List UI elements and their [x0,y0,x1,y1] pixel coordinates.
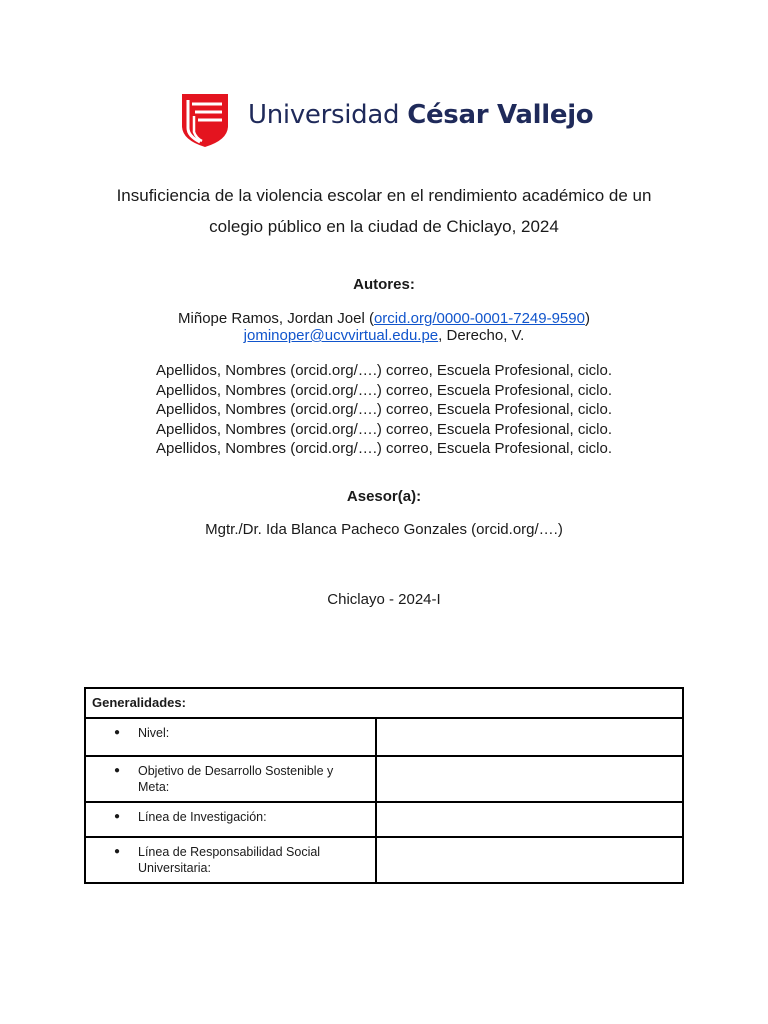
main-author-line [0,310,768,327]
table-row [85,718,683,756]
generalities-label-cell [85,802,376,837]
generalities-label-cell [85,756,376,802]
generalities-value-cell[interactable] [376,802,683,837]
bullet-icon: ● [114,811,121,822]
bullet-icon: ● [114,765,121,776]
generalities-label-cell [85,837,376,883]
university-wordmark [248,100,593,130]
generalities-label-cell [85,718,376,756]
main-author-email-link[interactable]: jominoper@ucvvirtual.edu.pe [243,327,439,344]
title-line-2: colegio público en la ciudad de Chiclayo, 2024 [209,217,559,236]
generalities-value-cell[interactable] [376,718,683,756]
place-date: Chiclayo - 2024-I [327,591,441,608]
generalities-label: Línea de Investigación: [138,810,267,824]
author-placeholder: Apellidos, Nombres (orcid.org/….) correo, Escuela Profesional, ciclo. [155,362,612,379]
table-row [85,756,683,802]
main-author-close: ) [584,310,590,327]
university-logo [180,92,593,148]
generalities-label: Nivel: [138,726,170,740]
authors-heading: Autores: [353,276,415,293]
main-author-name: Miñope Ramos, Jordan Joel ( [178,310,374,327]
wordmark-light: Universidad [248,100,408,130]
generalities-value-cell[interactable] [376,756,683,802]
table-row [85,837,683,883]
generalities-label: Línea de Responsabilidad Social Universitaria: [138,845,321,875]
thesis-title [60,180,708,242]
generalities-table [84,687,684,884]
generalities-value-cell[interactable] [376,837,683,883]
author-placeholder: Apellidos, Nombres (orcid.org/….) correo, Escuela Profesional, ciclo. [155,421,612,438]
advisor-name: Mgtr./Dr. Ida Blanca Pacheco Gonzales (orcid.org/….) [205,521,563,538]
table-row [85,802,683,837]
author-placeholder: Apellidos, Nombres (orcid.org/….) correo, Escuela Profesional, ciclo. [155,401,612,418]
author-placeholder: Apellidos, Nombres (orcid.org/….) correo, Escuela Profesional, ciclo. [155,440,612,457]
title-line-1: Insuficiencia de la violencia escolar en el rendimiento académico de un [116,186,652,205]
main-author-orcid-link[interactable]: orcid.org/0000-0001-7249-9590 [373,310,585,327]
bullet-icon: ● [114,727,121,738]
generalities-label: Objetivo de Desarrollo Sostenible y Meta: [138,764,334,794]
main-author-program: , Derecho, V. [438,327,525,344]
generalities-header-row [85,688,683,718]
advisor-heading: Asesor(a): [346,488,422,505]
university-shield-icon [180,92,230,148]
generalities-heading: Generalidades: [85,688,683,718]
wordmark-bold: César Vallejo [407,100,594,130]
author-placeholder: Apellidos, Nombres (orcid.org/….) correo, Escuela Profesional, ciclo. [155,382,612,399]
bullet-icon: ● [114,846,121,857]
main-author-email-line [0,327,768,344]
